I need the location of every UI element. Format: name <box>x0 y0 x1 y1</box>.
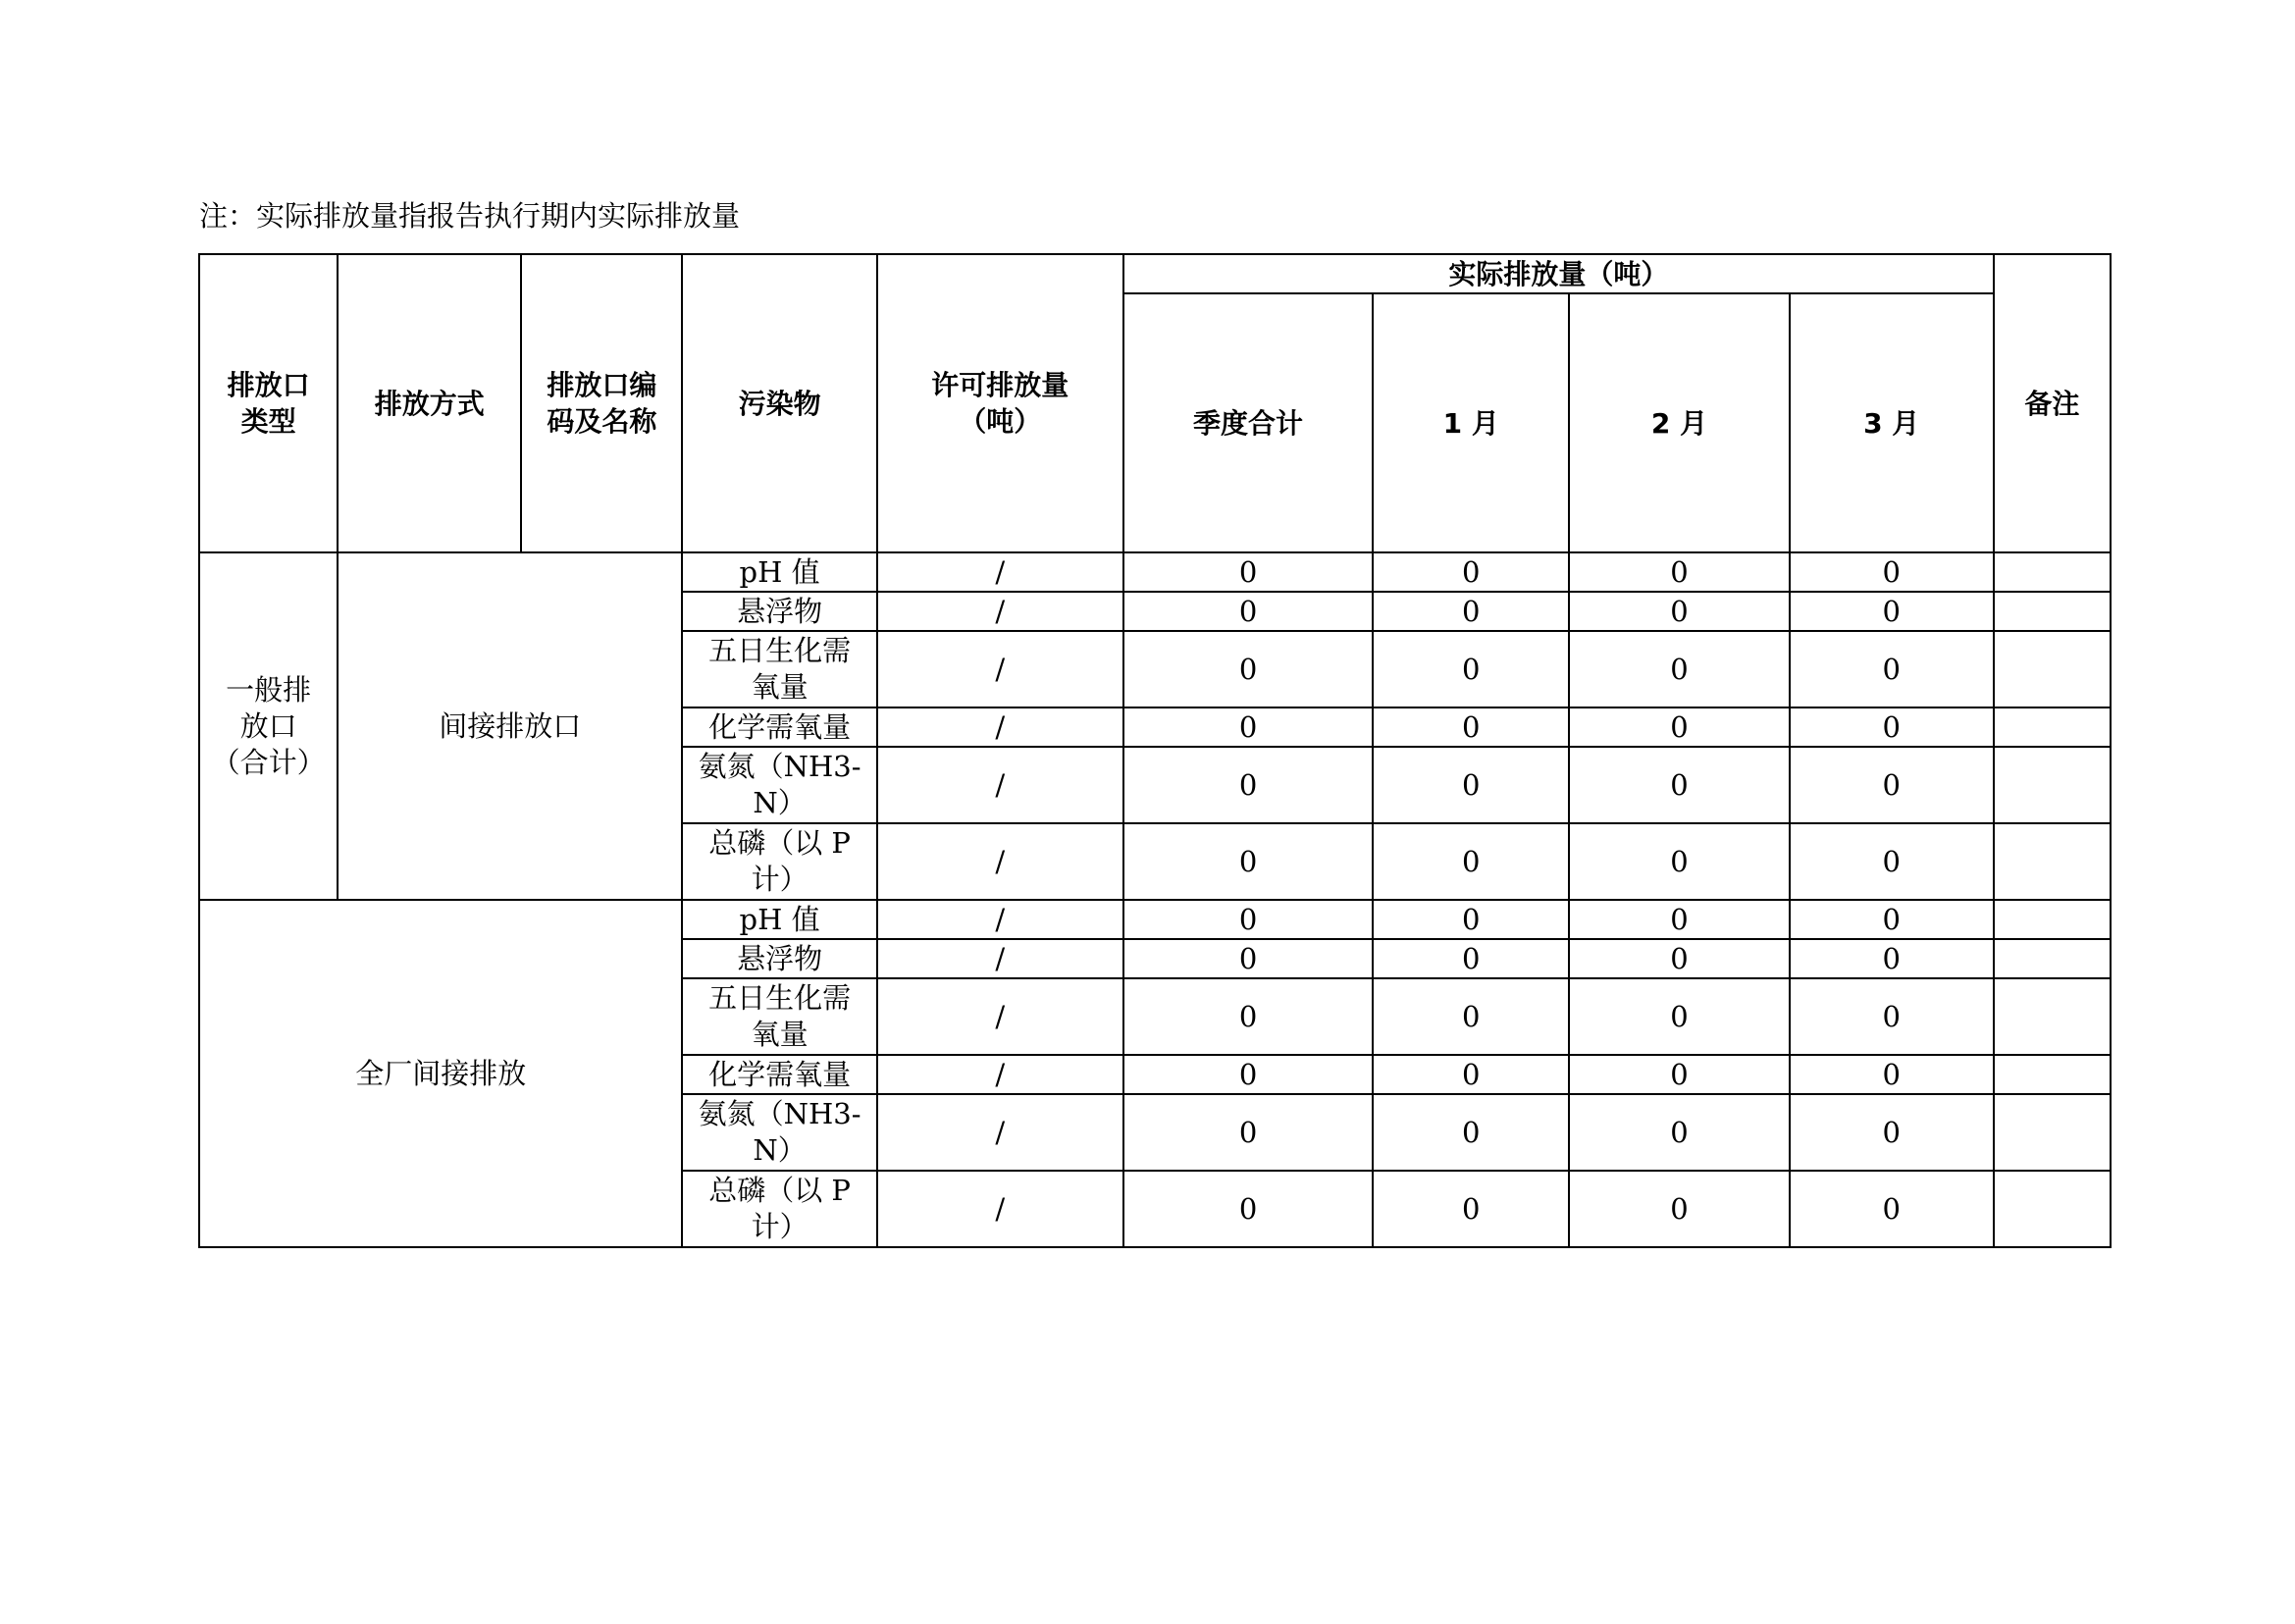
permitted-cell: / <box>877 1094 1123 1171</box>
header-month-3: 3 月 <box>1790 293 1994 552</box>
pollutant-cell: pH 值 <box>682 552 876 592</box>
permitted-cell: / <box>877 939 1123 978</box>
permitted-cell: / <box>877 1171 1123 1247</box>
remark-cell <box>1994 552 2111 592</box>
header-month-2: 2 月 <box>1569 293 1789 552</box>
quarter-total-cell: 0 <box>1123 707 1373 747</box>
quarter-total-cell: 0 <box>1123 1171 1373 1247</box>
permitted-cell: / <box>877 823 1123 900</box>
month-2-cell: 0 <box>1569 631 1789 707</box>
month-3-cell: 0 <box>1790 747 1994 823</box>
month-3-cell: 0 <box>1790 1094 1994 1171</box>
remark-cell <box>1994 707 2111 747</box>
month-3-cell: 0 <box>1790 978 1994 1055</box>
month-3-cell: 0 <box>1790 552 1994 592</box>
permitted-cell: / <box>877 631 1123 707</box>
month-1-cell: 0 <box>1373 552 1569 592</box>
month-2-cell: 0 <box>1569 592 1789 631</box>
month-2-cell: 0 <box>1569 747 1789 823</box>
month-1-cell: 0 <box>1373 823 1569 900</box>
quarter-total-cell: 0 <box>1123 747 1373 823</box>
quarter-total-cell: 0 <box>1123 939 1373 978</box>
permitted-cell: / <box>877 747 1123 823</box>
remark-cell <box>1994 1171 2111 1247</box>
remark-cell <box>1994 823 2111 900</box>
pollutant-cell: 氨氮（NH3- N） <box>682 1094 876 1171</box>
table-row <box>199 900 2111 939</box>
remark-cell <box>1994 592 2111 631</box>
remark-cell <box>1994 1094 2111 1171</box>
remark-cell <box>1994 1055 2111 1094</box>
header-outlet-code: 排放口编 码及名称 <box>521 254 682 552</box>
month-1-cell: 0 <box>1373 900 1569 939</box>
table-note: 注：实际排放量指报告执行期内实际排放量 <box>199 199 741 233</box>
permitted-cell: / <box>877 978 1123 1055</box>
quarter-total-cell: 0 <box>1123 1094 1373 1171</box>
month-2-cell: 0 <box>1569 939 1789 978</box>
month-1-cell: 0 <box>1373 978 1569 1055</box>
permitted-cell: / <box>877 592 1123 631</box>
month-3-cell: 0 <box>1790 707 1994 747</box>
month-2-cell: 0 <box>1569 1171 1789 1247</box>
header-permitted: 许可排放量 （吨） <box>877 254 1123 552</box>
month-2-cell: 0 <box>1569 707 1789 747</box>
month-1-cell: 0 <box>1373 707 1569 747</box>
month-3-cell: 0 <box>1790 900 1994 939</box>
month-2-cell: 0 <box>1569 1094 1789 1171</box>
quarter-total-cell: 0 <box>1123 592 1373 631</box>
quarter-total-cell: 0 <box>1123 1055 1373 1094</box>
quarter-total-cell: 0 <box>1123 631 1373 707</box>
permitted-cell: / <box>877 900 1123 939</box>
quarter-total-cell: 0 <box>1123 900 1373 939</box>
month-2-cell: 0 <box>1569 1055 1789 1094</box>
permitted-cell: / <box>877 707 1123 747</box>
month-1-cell: 0 <box>1373 592 1569 631</box>
pollutant-cell: pH 值 <box>682 900 876 939</box>
month-2-cell: 0 <box>1569 900 1789 939</box>
pollutant-cell: 五日生化需 氧量 <box>682 631 876 707</box>
month-2-cell: 0 <box>1569 823 1789 900</box>
pollutant-cell: 五日生化需 氧量 <box>682 978 876 1055</box>
quarter-total-cell: 0 <box>1123 823 1373 900</box>
header-actual-group: 实际排放量（吨） <box>1123 254 1994 293</box>
pollutant-cell: 悬浮物 <box>682 939 876 978</box>
pollutant-cell: 总磷（以 P 计） <box>682 823 876 900</box>
pollutant-cell: 氨氮（NH3- N） <box>682 747 876 823</box>
month-3-cell: 0 <box>1790 592 1994 631</box>
month-3-cell: 0 <box>1790 631 1994 707</box>
permitted-cell: / <box>877 552 1123 592</box>
month-1-cell: 0 <box>1373 631 1569 707</box>
month-2-cell: 0 <box>1569 978 1789 1055</box>
month-1-cell: 0 <box>1373 1055 1569 1094</box>
month-3-cell: 0 <box>1790 1055 1994 1094</box>
month-3-cell: 0 <box>1790 939 1994 978</box>
plant-total-label-cell: 全厂间接排放 <box>199 900 682 1247</box>
month-2-cell: 0 <box>1569 552 1789 592</box>
quarter-total-cell: 0 <box>1123 552 1373 592</box>
month-3-cell: 0 <box>1790 823 1994 900</box>
header-outlet-type: 排放口 类型 <box>199 254 338 552</box>
header-quarter-total: 季度合计 <box>1123 293 1373 552</box>
month-1-cell: 0 <box>1373 1094 1569 1171</box>
header-month-1: 1 月 <box>1373 293 1569 552</box>
header-remarks: 备注 <box>1994 254 2111 552</box>
outlet-type-cell: 一般排 放口 （合计） <box>199 552 338 900</box>
pollutant-cell: 悬浮物 <box>682 592 876 631</box>
pollutant-cell: 化学需氧量 <box>682 1055 876 1094</box>
remark-cell <box>1994 900 2111 939</box>
month-1-cell: 0 <box>1373 747 1569 823</box>
emissions-table <box>198 253 2112 1248</box>
permitted-cell: / <box>877 1055 1123 1094</box>
table-row <box>199 552 2111 592</box>
month-3-cell: 0 <box>1790 1171 1994 1247</box>
discharge-method-cell: 间接排放口 <box>338 552 682 900</box>
pollutant-cell: 化学需氧量 <box>682 707 876 747</box>
remark-cell <box>1994 631 2111 707</box>
header-discharge-method: 排放方式 <box>338 254 521 552</box>
remark-cell <box>1994 939 2111 978</box>
header-row-1 <box>199 254 2111 293</box>
remark-cell <box>1994 747 2111 823</box>
remark-cell <box>1994 978 2111 1055</box>
month-1-cell: 0 <box>1373 939 1569 978</box>
header-pollutant: 污染物 <box>682 254 876 552</box>
month-1-cell: 0 <box>1373 1171 1569 1247</box>
quarter-total-cell: 0 <box>1123 978 1373 1055</box>
pollutant-cell: 总磷（以 P 计） <box>682 1171 876 1247</box>
